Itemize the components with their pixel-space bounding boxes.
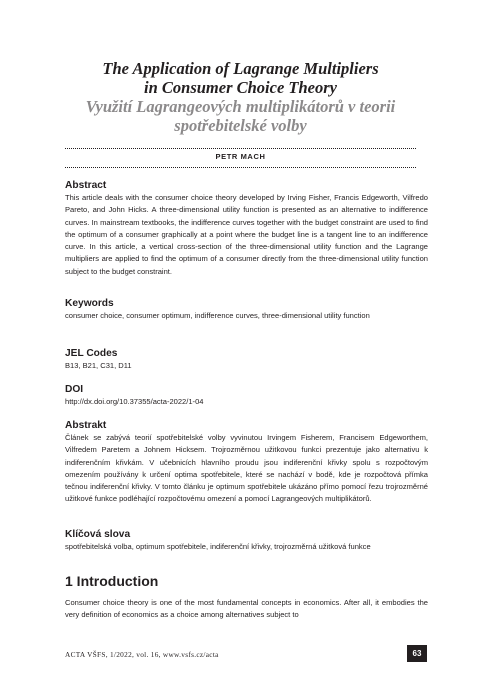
page-number: 63 (407, 645, 427, 662)
author-name: PETR MACH (215, 152, 266, 161)
jel-section (65, 348, 428, 372)
abstrakt-heading: Abstrakt (65, 420, 107, 431)
introduction-section (65, 573, 428, 622)
title-czech-line-1: Využití Lagrangeových multiplikátorů v teorii (85, 97, 396, 116)
introduction-text: Consumer choice theory is one of the most fundamental concepts in economics. After all, it embodies the very definition of economics as a choice among alternatives subject to (65, 598, 428, 620)
abstrakt-section (65, 420, 428, 506)
abstract-text: This article deals with the consumer choice theory developed by Irving Fisher, Francis Edgeworth, Vilfredo Pareto, and John Hicks. A three-dimensional utility function is presented as an alternative to indifference curves. In mainstream textbooks, the indifference curves together with the budget constraint are used to find the optimum of a consumer graphically at a point where the budget line is a tangent line to an indifference curve. In this article, a vertical cross-section of the three-dimensional utility function and the Lagrange multipliers are applied to find the optimum of a consumer directly from the three-dimensional utility function subject to the budget constraint. (65, 193, 428, 276)
keywords-section (65, 298, 428, 322)
klicova-slova-section (65, 529, 428, 553)
jel-codes: B13, B21, C31, D11 (65, 361, 132, 370)
keywords-text: consumer choice, consumer optimum, indifference curves, three-dimensional utility function (65, 311, 370, 320)
doi-section (65, 384, 428, 408)
klicova-slova-text: spotřebitelská volba, optimum spotřebitele, indiferenční křivky, trojrozměrná užitková funkce (65, 542, 371, 551)
title-block (40, 59, 441, 135)
abstrakt-text: Článek se zabývá teorií spotřebitelské volby vyvinutou Irvingem Fisherem, Francisem Edgeworthem, Vilfredem Paretem a Johnem Hicksem. Trojrozměrnou užitkovou funkci prezentuje jako alternativu k indiferenčním křivkám. V učebnicích hlavního proudu jsou indiferenční křivky spolu s rozpočtovým omezením používány k určení optima spotřebitele, které se nachází v bodě, kde je rozpočtová přímka tečnou indiferenční křivky. V tomto článku je optimum spotřebitele ukázáno přímo pomocí řezu trojrozměrné užitkové funkce podléhající rozpočtovému omezení a pomocí Lagrangeových multiplikátorů. (65, 433, 428, 504)
title-czech-line-2: spotřebitelské volby (174, 116, 307, 135)
journal-footer: ACTA VŠFS, 1/2022, vol. 16, www.vsfs.cz/acta (65, 650, 219, 659)
dotted-divider-bottom (65, 167, 416, 168)
doi-heading: DOI (65, 384, 84, 395)
klicova-slova-heading: Klíčová slova (65, 529, 131, 540)
introduction-heading: 1 Introduction (65, 573, 159, 589)
jel-heading: JEL Codes (65, 348, 118, 359)
doi-link[interactable]: http://dx.doi.org/10.37355/acta-2022/1-04 (65, 397, 204, 406)
abstract-heading: Abstract (65, 180, 107, 191)
keywords-heading: Keywords (65, 298, 114, 309)
title-english-line-1: The Application of Lagrange Multipliers (102, 59, 379, 78)
dotted-divider-top (65, 148, 416, 149)
title-english-line-2: in Consumer Choice Theory (144, 78, 337, 97)
abstract-section (65, 180, 428, 278)
